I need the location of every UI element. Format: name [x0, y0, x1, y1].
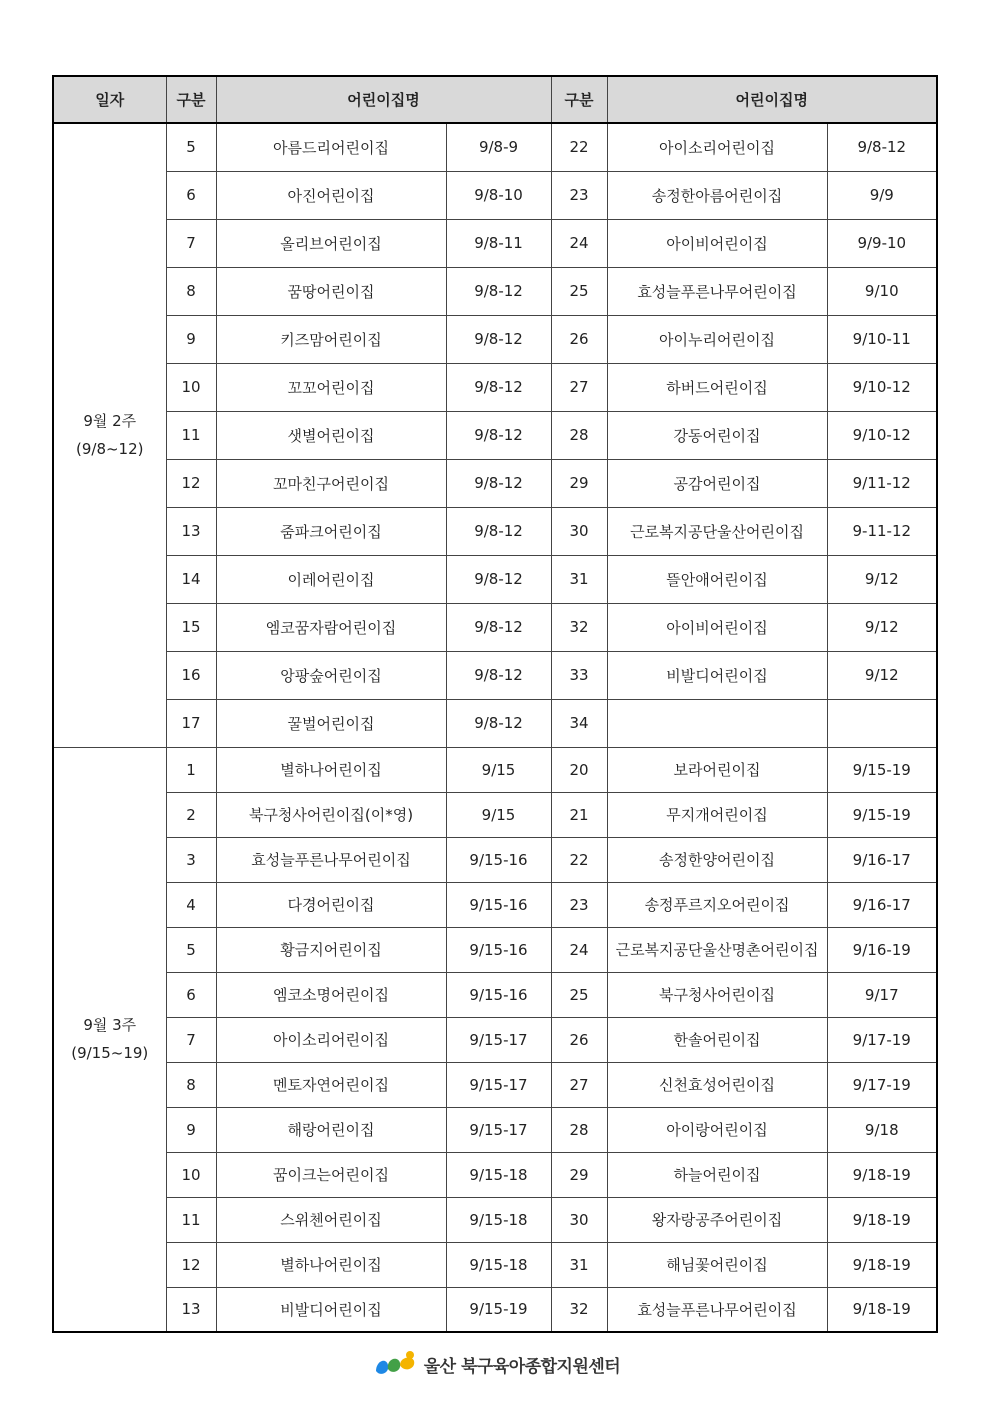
visit-date-right: 9/12 [827, 603, 937, 651]
table-row [53, 1062, 937, 1107]
visit-date-left: 9/15-17 [446, 1107, 551, 1152]
header-division-2: 구분 [551, 76, 607, 123]
week-label: 9월 2주 [83, 411, 137, 430]
daycare-name-left: 올리브어린이집 [216, 219, 446, 267]
week-label: 9월 3주 [83, 1015, 137, 1034]
visit-date-left: 9/15-16 [446, 882, 551, 927]
row-number-right: 26 [551, 315, 607, 363]
row-number-right: 29 [551, 1152, 607, 1197]
daycare-name-right: 무지개어린이집 [607, 792, 827, 837]
daycare-name-left: 효성늘푸른나무어린이집 [216, 837, 446, 882]
visit-date-right: 9/16-19 [827, 927, 937, 972]
daycare-name-right: 하버드어린이집 [607, 363, 827, 411]
row-number-left: 3 [166, 837, 216, 882]
daycare-name-left: 해랑어린이집 [216, 1107, 446, 1152]
daycare-name-right: 북구청사어린이집 [607, 972, 827, 1017]
table-row [53, 1242, 937, 1287]
daycare-name-right: 신천효성어린이집 [607, 1062, 827, 1107]
daycare-name-left: 꼬마친구어린이집 [216, 459, 446, 507]
table-row [53, 555, 937, 603]
daycare-name-right: 근로복지공단울산명촌어린이집 [607, 927, 827, 972]
row-number-right: 31 [551, 555, 607, 603]
daycare-name-left: 앙팡숲어린이집 [216, 651, 446, 699]
visit-date-right: 9/17-19 [827, 1062, 937, 1107]
table-row [53, 603, 937, 651]
row-number-right: 27 [551, 363, 607, 411]
daycare-name-left: 다경어린이집 [216, 882, 446, 927]
center-name: 울산 북구육아종합지원센터 [423, 1356, 621, 1377]
visit-date-left: 9/15-18 [446, 1242, 551, 1287]
row-number-right: 24 [551, 927, 607, 972]
table-row [53, 363, 937, 411]
visit-date-right: 9/12 [827, 555, 937, 603]
header-row [53, 76, 937, 123]
daycare-name-left: 황금지어린이집 [216, 927, 446, 972]
row-number-right: 23 [551, 171, 607, 219]
table-row [53, 411, 937, 459]
row-number-left: 9 [166, 315, 216, 363]
daycare-name-left: 꼬꼬어린이집 [216, 363, 446, 411]
visit-date-left: 9/8-12 [446, 699, 551, 747]
visit-date-left: 9/15 [446, 792, 551, 837]
table-row [53, 219, 937, 267]
row-number-right: 25 [551, 267, 607, 315]
row-number-left: 16 [166, 651, 216, 699]
row-number-right: 32 [551, 603, 607, 651]
row-number-left: 5 [166, 927, 216, 972]
row-number-left: 14 [166, 555, 216, 603]
daycare-name-left: 이레어린이집 [216, 555, 446, 603]
visit-date-right: 9/15-19 [827, 747, 937, 792]
visit-date-left: 9/8-12 [446, 363, 551, 411]
daycare-name-left: 꿀벌어린이집 [216, 699, 446, 747]
visit-date-left: 9/8-12 [446, 411, 551, 459]
table-row [53, 1017, 937, 1062]
visit-date-left: 9/8-11 [446, 219, 551, 267]
table-row [53, 267, 937, 315]
row-number-right: 28 [551, 411, 607, 459]
row-number-right: 32 [551, 1287, 607, 1332]
row-number-left: 13 [166, 507, 216, 555]
header-name-2: 어린이집명 [607, 76, 937, 123]
visit-date-right: 9/11-12 [827, 459, 937, 507]
visit-date-right: 9/18 [827, 1107, 937, 1152]
header-division-1: 구분 [166, 76, 216, 123]
row-number-right: 28 [551, 1107, 607, 1152]
table-row [53, 459, 937, 507]
visit-date-right [827, 699, 937, 747]
visit-date-left: 9/8-10 [446, 171, 551, 219]
row-number-right: 26 [551, 1017, 607, 1062]
row-number-right: 33 [551, 651, 607, 699]
daycare-name-right: 공감어린이집 [607, 459, 827, 507]
daycare-name-left: 스위첸어린이집 [216, 1197, 446, 1242]
row-number-left: 12 [166, 459, 216, 507]
table-row [53, 1197, 937, 1242]
visit-date-left: 9/8-12 [446, 267, 551, 315]
week-range: (9/15~19) [71, 1044, 149, 1063]
row-number-left: 13 [166, 1287, 216, 1332]
visit-date-right: 9/8-12 [827, 123, 937, 171]
daycare-name-left: 키즈맘어린이집 [216, 315, 446, 363]
table-row [53, 171, 937, 219]
row-number-right: 30 [551, 1197, 607, 1242]
table-row [53, 1287, 937, 1332]
daycare-name-right: 아이소리어린이집 [607, 123, 827, 171]
row-number-left: 6 [166, 171, 216, 219]
visit-date-right: 9/9-10 [827, 219, 937, 267]
daycare-name-right: 아이누리어린이집 [607, 315, 827, 363]
daycare-name-left: 아이소리어린이집 [216, 1017, 446, 1062]
daycare-name-left: 엠코꿈자람어린이집 [216, 603, 446, 651]
daycare-name-left: 아진어린이집 [216, 171, 446, 219]
daycare-name-left: 별하나어린이집 [216, 747, 446, 792]
header-name-1: 어린이집명 [216, 76, 551, 123]
visit-date-right: 9/9 [827, 171, 937, 219]
visit-date-right: 9/18-19 [827, 1197, 937, 1242]
visit-date-left: 9/15 [446, 747, 551, 792]
row-number-left: 17 [166, 699, 216, 747]
row-number-left: 7 [166, 1017, 216, 1062]
daycare-name-right: 송정한양어린이집 [607, 837, 827, 882]
daycare-name-right: 한솔어린이집 [607, 1017, 827, 1062]
daycare-name-left: 엠코소명어린이집 [216, 972, 446, 1017]
visit-date-right: 9/17-19 [827, 1017, 937, 1062]
row-number-left: 10 [166, 1152, 216, 1197]
table-row [53, 315, 937, 363]
visit-date-right: 9/10-12 [827, 411, 937, 459]
row-number-right: 21 [551, 792, 607, 837]
row-number-left: 8 [166, 267, 216, 315]
daycare-name-left: 아름드리어린이집 [216, 123, 446, 171]
daycare-name-right: 비발디어린이집 [607, 651, 827, 699]
daycare-name-right: 송정푸르지오어린이집 [607, 882, 827, 927]
visit-date-right: 9/10-12 [827, 363, 937, 411]
daycare-name-right: 보라어린이집 [607, 747, 827, 792]
row-number-right: 29 [551, 459, 607, 507]
daycare-name-left: 꿈땅어린이집 [216, 267, 446, 315]
row-number-left: 12 [166, 1242, 216, 1287]
visit-date-left: 9/8-12 [446, 315, 551, 363]
table-row [53, 1152, 937, 1197]
visit-date-left: 9/8-12 [446, 603, 551, 651]
row-number-left: 9 [166, 1107, 216, 1152]
visit-date-left: 9/15-16 [446, 972, 551, 1017]
daycare-name-left: 샛별어린이집 [216, 411, 446, 459]
row-number-left: 1 [166, 747, 216, 792]
visit-date-right: 9/18-19 [827, 1152, 937, 1197]
row-number-right: 24 [551, 219, 607, 267]
daycare-name-left: 멘토자연어린이집 [216, 1062, 446, 1107]
row-number-right: 25 [551, 972, 607, 1017]
visit-date-right: 9/12 [827, 651, 937, 699]
row-number-left: 15 [166, 603, 216, 651]
row-number-left: 5 [166, 123, 216, 171]
row-number-right: 22 [551, 837, 607, 882]
week-range: (9/8~12) [76, 440, 144, 459]
daycare-name-left: 북구청사어린이집(이*영) [216, 792, 446, 837]
daycare-name-right: 효성늘푸른나무어린이집 [607, 267, 827, 315]
visit-date-left: 9/8-12 [446, 555, 551, 603]
schedule-table [52, 75, 938, 1333]
table-row [53, 651, 937, 699]
row-number-left: 7 [166, 219, 216, 267]
visit-date-right: 9-11-12 [827, 507, 937, 555]
table-row [53, 972, 937, 1017]
week-date-cell [53, 123, 166, 747]
daycare-name-right: 아이비어린이집 [607, 219, 827, 267]
center-logo-icon [372, 1349, 418, 1379]
visit-date-right: 9/10-11 [827, 315, 937, 363]
row-number-right: 27 [551, 1062, 607, 1107]
table-row [53, 747, 937, 792]
visit-date-left: 9/15-18 [446, 1152, 551, 1197]
daycare-name-left: 별하나어린이집 [216, 1242, 446, 1287]
week-3-group [53, 747, 937, 1332]
visit-date-left: 9/8-12 [446, 507, 551, 555]
daycare-name-left: 꿈이크는어린이집 [216, 1152, 446, 1197]
visit-date-left: 9/8-12 [446, 651, 551, 699]
week-date-cell [53, 747, 166, 1332]
row-number-left: 2 [166, 792, 216, 837]
daycare-name-right: 효성늘푸른나무어린이집 [607, 1287, 827, 1332]
visit-date-left: 9/8-12 [446, 459, 551, 507]
week-2-group [53, 123, 937, 747]
row-number-right: 22 [551, 123, 607, 171]
daycare-name-right: 송정한아름어린이집 [607, 171, 827, 219]
daycare-name-right: 하늘어린이집 [607, 1152, 827, 1197]
visit-date-right: 9/18-19 [827, 1287, 937, 1332]
visit-date-right: 9/15-19 [827, 792, 937, 837]
table-row [53, 507, 937, 555]
daycare-name-right: 근로복지공단울산어린이집 [607, 507, 827, 555]
daycare-name-right: 왕자랑공주어린이집 [607, 1197, 827, 1242]
visit-date-left: 9/15-19 [446, 1287, 551, 1332]
row-number-right: 20 [551, 747, 607, 792]
daycare-name-right [607, 699, 827, 747]
row-number-left: 6 [166, 972, 216, 1017]
visit-date-left: 9/15-16 [446, 927, 551, 972]
visit-date-left: 9/15-16 [446, 837, 551, 882]
row-number-right: 34 [551, 699, 607, 747]
row-number-right: 30 [551, 507, 607, 555]
daycare-name-right: 뜰안애어린이집 [607, 555, 827, 603]
table-row [53, 882, 937, 927]
visit-date-right: 9/16-17 [827, 882, 937, 927]
visit-date-right: 9/16-17 [827, 837, 937, 882]
table-row [53, 792, 937, 837]
row-number-left: 11 [166, 411, 216, 459]
table-row [53, 699, 937, 747]
row-number-right: 23 [551, 882, 607, 927]
table-row [53, 123, 937, 171]
daycare-name-right: 해님꽃어린이집 [607, 1242, 827, 1287]
daycare-name-right: 아이랑어린이집 [607, 1107, 827, 1152]
visit-date-left: 9/15-17 [446, 1017, 551, 1062]
visit-date-left: 9/15-18 [446, 1197, 551, 1242]
footer [0, 1347, 992, 1381]
visit-date-left: 9/8-9 [446, 123, 551, 171]
table-row [53, 837, 937, 882]
daycare-name-left: 비발디어린이집 [216, 1287, 446, 1332]
daycare-name-right: 강동어린이집 [607, 411, 827, 459]
header-date: 일자 [53, 76, 166, 123]
daycare-name-left: 줌파크어린이집 [216, 507, 446, 555]
visit-date-right: 9/18-19 [827, 1242, 937, 1287]
visit-date-right: 9/17 [827, 972, 937, 1017]
visit-date-left: 9/15-17 [446, 1062, 551, 1107]
row-number-right: 31 [551, 1242, 607, 1287]
row-number-left: 11 [166, 1197, 216, 1242]
row-number-left: 4 [166, 882, 216, 927]
visit-date-right: 9/10 [827, 267, 937, 315]
row-number-left: 8 [166, 1062, 216, 1107]
daycare-name-right: 아이비어린이집 [607, 603, 827, 651]
table-row [53, 927, 937, 972]
table-row [53, 1107, 937, 1152]
row-number-left: 10 [166, 363, 216, 411]
